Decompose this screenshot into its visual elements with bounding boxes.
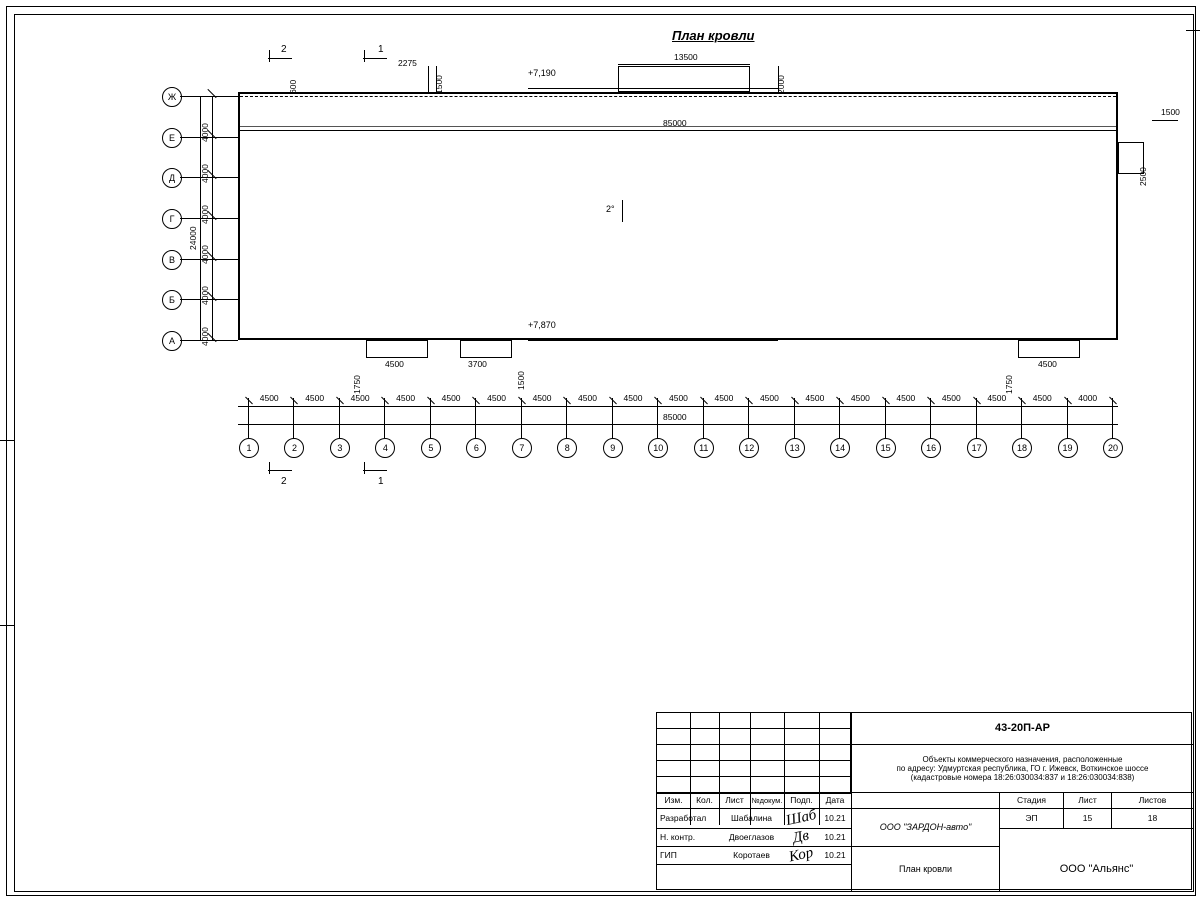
role-sign-1 [784,806,819,829]
dim-bottom-4: 4500 [441,393,461,403]
axis-leader-11 [703,398,704,438]
dim-bottom-10: 4500 [714,393,734,403]
roof-bottom-diag-left [366,340,367,358]
dim-vertical-total: 24000 [188,226,198,250]
axis-bubble-Д: Д [162,168,182,188]
axis-leader-Е [180,137,238,138]
stamp-drawing-title: План кровли [851,847,999,891]
dim-bottom-3: 4500 [396,393,416,403]
axis-leader-Д [180,177,238,178]
rev-grid-row-5 [657,777,851,793]
col-header-data: Дата [819,793,851,809]
axis-bubble-18: 18 [1012,438,1032,458]
sheet-header: Лист [1063,793,1111,809]
axis-bubble-2: 2 [284,438,304,458]
dim-1750-right: 1750 [1004,375,1014,394]
axis-leader-12 [748,398,749,438]
fold-tick-left-2 [0,625,14,626]
dim-bottom-0: 4500 [259,393,279,403]
axis-leader-7 [521,398,522,438]
axis-bubble-12: 12 [739,438,759,458]
stamp-customer: ООО "ЗАРДОН-авто" [851,809,999,847]
dim-4500-left: 4500 [385,359,404,369]
section-mark-2-bottom-tick [269,462,270,474]
signature-icon: Кор [787,844,815,866]
dim-bottom-11: 4500 [759,393,779,403]
section-mark-1-bottom: 1 [378,476,384,487]
dim-line-top-total [240,130,1116,131]
axis-leader-16 [930,398,931,438]
axis-leader-19 [1067,398,1068,438]
role-sign-3 [784,844,819,866]
axis-bubble-20: 20 [1103,438,1123,458]
axis-bubble-1: 1 [239,438,259,458]
dim-line-bottom-chain [238,406,1118,407]
roof-bottom-block-left [366,340,428,358]
dim-1500-bottom: 1500 [516,371,526,390]
dim-bottom-2: 4500 [350,393,370,403]
axis-leader-13 [794,398,795,438]
role-name-2: Двоеглазов [719,829,784,847]
sheets-header: Листов [1111,793,1193,809]
axis-bubble-Б: Б [162,290,182,310]
page-title: План кровли [672,28,755,43]
dim-bottom-8: 4500 [623,393,643,403]
axis-bubble-17: 17 [967,438,987,458]
dim-line-left-chain [212,96,213,340]
section-mark-1-bottom-tick [364,462,365,474]
dim-vertical-5: 4000 [200,326,210,346]
fold-tick-right-1 [1186,30,1200,31]
axis-leader-10 [657,398,658,438]
roof-parapet-dashed [240,96,1116,97]
roof-top-vent-line-1 [428,66,429,92]
axis-bubble-3: 3 [330,438,350,458]
axis-bubble-В: В [162,250,182,270]
rev-grid-row-3 [657,745,851,761]
rev-grid-row-1 [657,713,851,729]
section-mark-1-top-tick [364,50,365,62]
dim-line-1500-right [1152,120,1178,121]
axis-bubble-15: 15 [876,438,896,458]
roof-bottom-diag-right [1018,340,1019,358]
role-name-1: Шабалина [719,809,784,829]
section-mark-2-bottom-line [268,470,292,471]
dim-1500-top: 1500 [434,75,444,94]
axis-bubble-7: 7 [512,438,532,458]
stamp-code: 43-20П-АР [851,713,1193,745]
role-label-2: Н. контр. [657,829,719,847]
dim-bottom-5: 4500 [487,393,507,403]
dim-top-total: 85000 [663,118,687,128]
dim-vertical-4: 4000 [200,286,210,305]
rev-grid-row-4 [657,761,851,777]
axis-leader-18 [1021,398,1022,438]
dim-2000: 2000 [776,75,786,94]
dim-2275: 2275 [398,58,417,68]
dim-13500: 13500 [674,52,698,62]
stamp-object [851,745,1193,793]
axis-leader-1 [248,398,249,438]
axis-bubble-19: 19 [1058,438,1078,458]
stage-value: ЭП [999,809,1063,829]
axis-leader-3 [339,398,340,438]
role-label-3: ГИП [657,847,719,865]
dim-bottom-7: 4500 [578,393,597,403]
object-line-3: (кадастровые номера 18:26:030034:837 и 18:26:030034:838) [910,773,1135,783]
axis-bubble-Г: Г [162,209,182,229]
axis-bubble-10: 10 [648,438,668,458]
dim-3700: 3700 [468,359,487,369]
slope-mark: 2° [606,204,615,214]
dim-bottom-17: 4500 [1032,393,1052,403]
axis-leader-Ж [180,96,238,97]
sheets-value: 18 [1111,809,1193,829]
object-line-2: по адресу: Удмуртская республика, ГО г. Ижевск, Воткинское шоссе [896,763,1149,773]
dim-2500-right: 2500 [1138,167,1148,186]
axis-leader-Б [180,299,238,300]
dim-bottom-12: 4500 [805,393,825,403]
axis-leader-17 [976,398,977,438]
role-date-3: 10.21 [819,847,851,865]
object-line-1: Объекты коммерческого назначения, расположенные [922,754,1123,764]
roof-bottom-block-right [1018,340,1080,358]
section-mark-2-top-line [268,58,292,59]
dim-600: 600 [288,79,298,94]
level-mark-bottom: +7,870 [528,320,556,330]
dim-bottom-6: 4500 [532,393,552,403]
role-sign-2 [784,829,819,847]
signature-icon: Дв [791,827,811,847]
dim-1750-left: 1750 [352,375,362,394]
axis-leader-6 [475,398,476,438]
axis-leader-14 [839,398,840,438]
axis-bubble-11: 11 [694,438,714,458]
role-date-1: 10.21 [819,809,851,829]
section-mark-1-bottom-line [363,470,387,471]
axis-bubble-14: 14 [830,438,850,458]
axis-bubble-5: 5 [421,438,441,458]
level-mark-top-leader [528,88,778,89]
dim-bottom-18: 4000 [1078,393,1098,403]
axis-leader-В [180,259,238,260]
role-name-3: Коротаев [719,847,784,865]
axis-bubble-Е: Е [162,128,182,148]
slope-arrow [622,200,623,222]
dim-bottom-15: 4500 [941,393,961,403]
col-header-izm: Изм. [657,793,690,809]
col-header-podp: Подп. [784,793,819,809]
role-label-1: Разработал [657,809,719,829]
axis-bubble-А: А [162,331,182,351]
dim-line-bottom-total [238,424,1118,425]
section-mark-2-top-tick [269,50,270,62]
axis-bubble-13: 13 [785,438,805,458]
stamp-spacer-right [999,829,1193,847]
dim-bottom-1: 4500 [305,393,325,403]
stage-header: Стадия [999,793,1063,809]
fold-tick-left-1 [0,440,14,441]
axis-leader-Г [180,218,238,219]
dim-bottom-14: 4500 [896,393,916,403]
axis-bubble-6: 6 [466,438,486,458]
axis-bubble-16: 16 [921,438,941,458]
rev-grid-row-2 [657,729,851,745]
axis-bubble-9: 9 [603,438,623,458]
dim-bottom-13: 4500 [850,393,870,403]
level-mark-bottom-leader [528,340,778,341]
dim-line-2000 [778,66,779,92]
axis-leader-А [180,340,238,341]
dim-bottom-total: 85000 [663,412,687,422]
dim-vertical-3: 4000 [200,245,210,265]
dim-vertical-0: 4000 [200,123,210,143]
col-header-kol: Кол. [690,793,719,809]
axis-leader-8 [566,398,567,438]
signature-icon: Шаб [784,806,819,829]
section-mark-1-top: 1 [378,44,384,55]
dim-bottom-16: 4500 [987,393,1007,403]
axis-bubble-4: 4 [375,438,395,458]
col-header-ndok: №докум. [750,793,784,809]
title-block [656,712,1192,890]
axis-leader-20 [1112,398,1113,438]
section-mark-2-top: 2 [281,44,287,55]
section-mark-2-bottom: 2 [281,476,287,487]
dim-4500-right: 4500 [1038,359,1057,369]
dim-bottom-9: 4500 [669,393,688,403]
col-header-list: Лист [719,793,750,809]
dim-1500-right: 1500 [1161,107,1180,117]
stamp-company: ООО "Альянс" [999,847,1193,891]
axis-bubble-Ж: Ж [162,87,182,107]
dim-line-left-total [200,96,201,340]
role-date-2: 10.21 [819,829,851,847]
dim-vertical-2: 4000 [200,204,210,224]
dim-vertical-1: 4000 [200,164,210,183]
axis-leader-4 [384,398,385,438]
axis-leader-2 [293,398,294,438]
sheet-value: 15 [1063,809,1111,829]
level-mark-top: +7,190 [528,68,556,78]
roof-bottom-block-mid [460,340,512,358]
dim-line-13500 [618,64,750,65]
axis-bubble-8: 8 [557,438,577,458]
stamp-spacer-left [851,793,999,809]
section-mark-1-top-line [363,58,387,59]
axis-leader-5 [430,398,431,438]
axis-leader-9 [612,398,613,438]
axis-leader-15 [885,398,886,438]
